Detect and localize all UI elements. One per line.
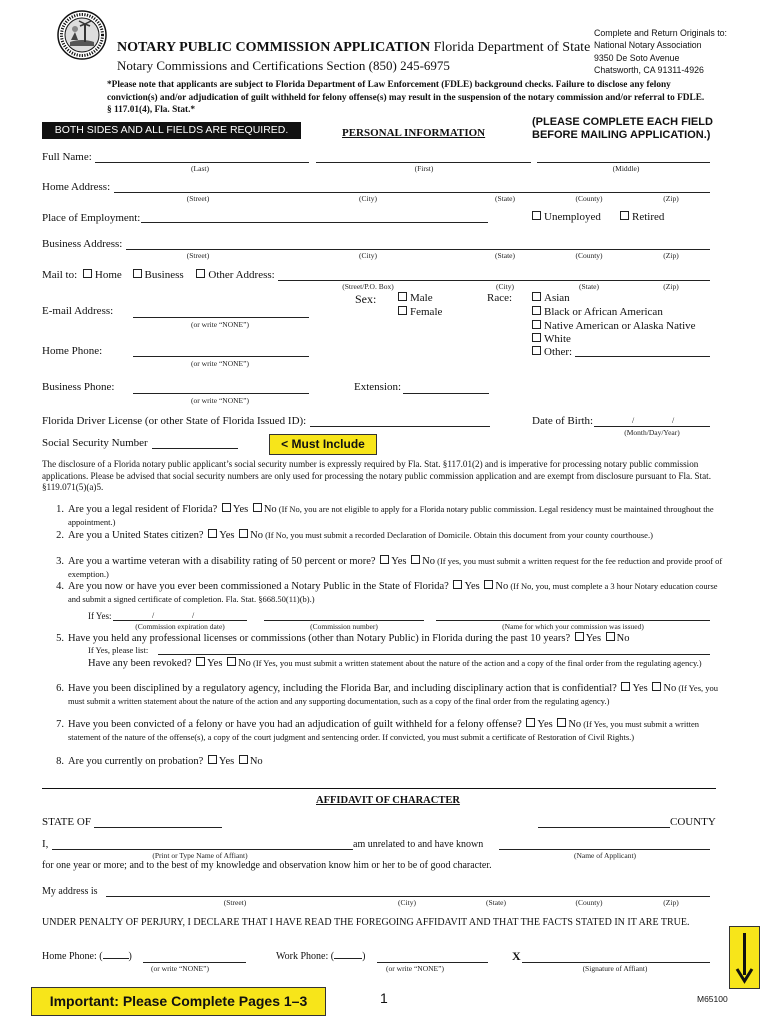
race-other-option[interactable] [532, 346, 572, 358]
perjury-statement: UNDER PENALTY OF PERJURY, I DECLARE THAT I HAVE READ THE FOREGOING AFFIDAVIT AND THAT THE FACTS STATED IN IT ARE TRUE. [42, 917, 690, 928]
paren-close: ) [128, 951, 132, 962]
yes-label: Yes [391, 556, 407, 567]
county-field[interactable] [538, 827, 670, 828]
cap-none: (or write “NONE”) [386, 964, 444, 973]
signature-field[interactable] [522, 962, 710, 963]
no-label: No [495, 581, 509, 592]
cap-affiant-name: (Print or Type Name of Affiant) [152, 851, 248, 860]
race-white-option[interactable] [532, 333, 571, 345]
cap-none: (or write “NONE”) [191, 320, 249, 329]
paren-close: ) [362, 951, 366, 962]
affidavit-divider [42, 788, 716, 789]
cap-commission-name: (Name for which your commission was issued) [502, 622, 644, 631]
yes-checkbox[interactable] [196, 657, 205, 666]
dl-label: Florida Driver License (or other State of Florida Issued ID): [42, 415, 307, 427]
state-of-field[interactable] [94, 827, 222, 828]
q5-licenses-field[interactable] [158, 654, 710, 655]
down-arrow-box [729, 926, 760, 989]
question-instruction: (If Yes, you must submit a written statement about the nature of the action and a copy of the final order from the regulating agency.) [250, 658, 702, 668]
race-asian-label: Asian [544, 292, 570, 304]
checkbox-icon[interactable] [196, 269, 205, 278]
mail-to-label: Mail to: [42, 269, 78, 281]
yes-checkbox[interactable] [380, 555, 389, 564]
no-label: No [250, 530, 263, 541]
cap-street: (Street) [186, 251, 210, 260]
no-checkbox[interactable] [606, 632, 615, 641]
form-title [117, 40, 590, 56]
no-checkbox[interactable] [557, 718, 566, 727]
cap-first: (First) [414, 164, 434, 173]
race-black-option[interactable] [532, 306, 663, 318]
unemployed-option[interactable] [532, 211, 601, 223]
checkbox-icon[interactable] [532, 346, 541, 355]
cap-dob: (Month/Day/Year) [624, 428, 680, 437]
question-number: 6. [56, 683, 64, 694]
required-banner: BOTH SIDES AND ALL FIELDS ARE REQUIRED. [42, 122, 301, 139]
q4-commission-number-field[interactable] [264, 620, 424, 621]
race-black-label: Black or African American [544, 306, 663, 318]
q4-commission-name-field[interactable] [436, 620, 710, 621]
yes-label: Yes [219, 530, 235, 541]
checkbox-icon[interactable] [532, 211, 541, 220]
middle-name-field[interactable] [537, 162, 710, 163]
question-text: Are you currently on probation? [68, 756, 206, 767]
other-address-field[interactable] [278, 280, 710, 281]
affiant-home-phone-text: Home Phone: ( [42, 951, 103, 962]
ssn-label: Social Security Number [42, 437, 148, 449]
character-statement: for one year or more; and to the best of my knowledge and observation know him or her to be of good character. [42, 860, 492, 871]
cap-city: (City) [398, 898, 416, 907]
male-label: Male [410, 292, 433, 304]
question-text: Are you now or have you ever been commissioned a Notary Public in the State of Florida? [68, 581, 452, 592]
no-checkbox[interactable] [253, 503, 262, 512]
no-checkbox[interactable] [484, 580, 493, 589]
yes-checkbox[interactable] [621, 682, 630, 691]
cap-city: (City) [359, 251, 377, 260]
cap-street-po: (Street/P.O. Box) [342, 282, 394, 291]
checkbox-icon[interactable] [83, 269, 92, 278]
affiant-home-phone-label [42, 951, 132, 962]
must-include-badge: < Must Include [269, 434, 377, 455]
applicant-name-field[interactable] [499, 849, 710, 850]
dob-label: Date of Birth: [532, 415, 594, 427]
female-option[interactable] [398, 306, 442, 318]
employment-label: Place of Employment: [42, 212, 141, 224]
return-address-line: 9350 De Soto Avenue [594, 52, 680, 63]
q4-date-slash: / [192, 611, 195, 620]
question-number: 2. [56, 530, 64, 541]
home-phone-field[interactable] [133, 356, 309, 357]
mail-business-label: Business [144, 269, 184, 281]
question-text: Have any been revoked? [88, 658, 195, 669]
page-number: 1 [380, 990, 388, 1006]
checkbox-icon[interactable] [620, 211, 629, 220]
question-number: 4. [56, 581, 64, 592]
checkbox-icon[interactable] [398, 306, 407, 315]
dob-slash: / [672, 416, 675, 425]
return-address-line: Complete and Return Originals to: [594, 28, 727, 38]
question-number: 5. [56, 633, 64, 644]
dob-field[interactable] [594, 426, 710, 427]
question-text: Are you a wartime veteran with a disability rating of 50 percent or more? [68, 556, 379, 567]
cap-state: (State) [495, 251, 515, 260]
question-text: Are you a United States citizen? [68, 530, 207, 541]
employment-field[interactable] [141, 222, 488, 223]
my-address-label: My address is [42, 886, 98, 897]
complete-note-line: (PLEASE COMPLETE EACH FIELD [532, 116, 713, 128]
no-label: No [249, 756, 263, 767]
cap-zip: (Zip) [663, 898, 679, 907]
question-number: 1. [56, 504, 64, 515]
q4-if-yes-label: If Yes: [88, 611, 112, 621]
affiant-home-phone-field[interactable] [143, 962, 246, 963]
no-label: No [616, 633, 630, 644]
cap-applicant-name: (Name of Applicant) [573, 851, 637, 860]
cap-county: (County) [575, 194, 603, 203]
cap-county: (County) [575, 251, 603, 260]
yes-label: Yes [632, 683, 648, 694]
state-seal [57, 10, 107, 60]
cap-middle: (Middle) [612, 164, 640, 173]
q4-date-slash: / [152, 611, 155, 620]
full-name-label: Full Name: [42, 151, 92, 163]
yes-checkbox[interactable] [222, 503, 231, 512]
yes-label: Yes [464, 581, 480, 592]
no-checkbox[interactable] [239, 755, 248, 764]
extension-label: Extension: [354, 381, 402, 393]
cap-county: (County) [575, 898, 603, 907]
email-label: E-mail Address: [42, 305, 114, 317]
return-address-line: Chatsworth, CA 91311-4926 [594, 64, 704, 75]
cap-state: (State) [495, 194, 515, 203]
home-address-field[interactable] [114, 192, 710, 193]
checkbox-icon[interactable] [133, 269, 142, 278]
checkbox-icon[interactable] [398, 292, 407, 301]
cap-signature: (Signature of Affiant) [582, 964, 648, 973]
no-checkbox[interactable] [652, 682, 661, 691]
complete-note [532, 116, 713, 142]
affiant-name-field[interactable] [52, 849, 353, 850]
home-address-label: Home Address: [42, 181, 111, 193]
no-label: No [663, 683, 677, 694]
cap-street: (Street) [186, 194, 210, 203]
business-address-field[interactable] [126, 249, 710, 250]
seal-graphic [57, 10, 107, 60]
yes-checkbox[interactable] [526, 718, 535, 727]
cap-zip: (Zip) [663, 251, 679, 260]
race-other-label: Other: [544, 346, 573, 358]
yes-checkbox[interactable] [575, 632, 584, 641]
cap-last: (Last) [191, 164, 209, 173]
form-number: M65100 [697, 994, 728, 1004]
down-arrow-icon [730, 927, 759, 988]
affiant-work-phone-field[interactable] [377, 962, 488, 963]
affiant-address-field[interactable] [106, 896, 710, 897]
question-number: 3. [56, 556, 64, 567]
cap-city: (City) [359, 194, 377, 203]
home-phone-label: Home Phone: [42, 345, 103, 357]
ssn-disclosure: The disclosure of a Florida notary public applicant’s social security number is expressly required by Fla. Stat. §117.01(2) and is imperative for processing notary public commission applications. Please be advised that social security numbers are only used for processing the notary public commission application and are exempt from disclosure pursuant to Fla. Stat. §119.071(5)(a)5. [42, 459, 711, 493]
cap-zip: (Zip) [663, 194, 679, 203]
business-phone-field[interactable] [133, 393, 309, 394]
complete-note-line: BEFORE MAILING APPLICATION.) [532, 129, 711, 141]
yes-label: Yes [537, 719, 553, 730]
first-name-field[interactable] [316, 162, 531, 163]
sex-label: Sex: [355, 292, 377, 306]
dob-slash: / [632, 416, 635, 425]
cap-commission-expiration: (Commission expiration date) [135, 622, 225, 631]
question-text: Have you been disciplined by a regulatory agency, including the Florida Bar, and including disciplinary action that is confidential? [68, 683, 620, 694]
no-checkbox[interactable] [227, 657, 236, 666]
affiant-work-phone-text: Work Phone: ( [276, 951, 335, 962]
yes-label: Yes [218, 756, 235, 767]
cap-zip: (Zip) [663, 282, 679, 291]
yes-checkbox[interactable] [453, 580, 462, 589]
question-text: Have you held any professional licenses or commissions (other than Notary Public) in Florida during the past 10 years? [68, 633, 573, 644]
cap-commission-number: (Commission number) [310, 622, 378, 631]
state-of-label: STATE OF [42, 816, 91, 828]
question-text: Are you a legal resident of Florida? [68, 504, 220, 515]
retired-option[interactable] [620, 211, 664, 223]
dl-field[interactable] [310, 426, 490, 427]
race-native-label: Native American or Alaska Native [544, 320, 696, 332]
fdle-notice: *Please note that applicants are subject to Florida Department of Law Enforcement (FDLE) background checks. Failure to disclose any felony conviction(s) and/or adjudication of guilt withheld for felony offense(s) may result in the suspension of the notary commission and/or referral to FDLE. § 117.01(4), Fla. Stat.* [107, 80, 705, 116]
checkbox-icon[interactable] [532, 320, 541, 329]
mail-home-label: Home [94, 269, 122, 281]
checkbox-icon[interactable] [532, 333, 541, 342]
affiant-i-label: I, [42, 838, 49, 850]
no-checkbox[interactable] [411, 555, 420, 564]
business-phone-label: Business Phone: [42, 381, 115, 393]
question-instruction: (If No, you, must complete a 3 hour Notary education course and submit a signed certificate of completion. Fla. Stat. §668.50(11)(b).) [68, 581, 718, 604]
unemployed-label: Unemployed [544, 211, 601, 223]
no-checkbox[interactable] [239, 529, 248, 538]
race-label: Race: [487, 292, 513, 304]
retired-label: Retired [632, 211, 665, 223]
q4-expiration-field[interactable] [113, 620, 247, 621]
race-other-field[interactable] [575, 356, 710, 357]
yes-checkbox[interactable] [208, 529, 217, 538]
signature-x: X [512, 949, 521, 963]
last-name-field[interactable] [95, 162, 309, 163]
cap-none: (or write “NONE”) [191, 396, 249, 405]
yes-checkbox[interactable] [208, 755, 217, 764]
cap-state: (State) [486, 898, 506, 907]
q5-if-yes-label: If Yes, please list: [88, 645, 149, 655]
return-address [594, 27, 727, 76]
form-subtitle: Notary Commissions and Certifications Section (850) 245-6975 [117, 58, 450, 73]
affiant-work-phone-label [276, 951, 365, 962]
question-instruction: (If No, you must submit a recorded Declaration of Domicile. Obtain this document from your county courthouse.) [262, 530, 653, 540]
male-option[interactable] [398, 292, 433, 304]
section-personal-title: PERSONAL INFORMATION [342, 127, 486, 139]
race-white-label: White [544, 333, 571, 345]
form-title-rest: Florida Department of State [430, 40, 591, 55]
no-label: No [422, 556, 435, 567]
extension-field[interactable] [403, 393, 489, 394]
question-instruction: (If Yes, you must submit a written statement about the nature of the action and any supporting documentation, such as a copy of the final order from the regulating agency.) [68, 683, 718, 706]
email-field[interactable] [133, 317, 309, 318]
race-asian-option[interactable] [532, 292, 570, 304]
female-label: Female [410, 306, 443, 318]
yes-label: Yes [207, 658, 223, 669]
yes-label: Yes [232, 504, 249, 515]
checkbox-icon[interactable] [532, 306, 541, 315]
no-label: No [238, 658, 251, 669]
question-instruction: (If Yes, you must submit a written statement of the nature of the offense(s), a copy of the court judgment and sentencing order. If convicted, you must submit a certificate of Restoration of Civil Rights.) [68, 719, 699, 742]
no-label: No [263, 504, 277, 515]
county-label: COUNTY [670, 816, 716, 828]
cap-none: (or write “NONE”) [151, 964, 209, 973]
question-text: Have you been convicted of a felony or have you had an adjudication of guilt withheld for a felony offense? [68, 719, 525, 730]
ssn-field[interactable] [152, 448, 238, 449]
return-address-line: National Notary Association [594, 40, 702, 51]
race-native-option[interactable] [532, 320, 696, 332]
affidavit-title: AFFIDAVIT OF CHARACTER [316, 795, 460, 806]
important-banner: Important: Please Complete Pages 1–3 [31, 987, 326, 1016]
mail-other-label: Other Address: [208, 269, 275, 281]
business-address-label: Business Address: [42, 238, 123, 250]
question-instruction: (If No, you are not eligible to apply for a Florida notary public commission. Legal residency must be maintained throughout the appointment.) [68, 504, 714, 527]
checkbox-icon[interactable] [532, 292, 541, 301]
question-number: 7. [56, 719, 64, 730]
yes-label: Yes [585, 633, 602, 644]
no-label: No [568, 719, 582, 730]
question-number: 8. [56, 756, 64, 767]
cap-state: (State) [579, 282, 599, 291]
cap-city: (City) [496, 282, 514, 291]
cap-none: (or write “NONE”) [191, 359, 249, 368]
question-instruction: (If yes, you must submit a written request for the fee reduction and provide proof of exemption.) [68, 556, 723, 579]
mail-to-row [42, 269, 275, 281]
form-title-bold: NOTARY PUBLIC COMMISSION APPLICATION [117, 40, 431, 55]
cap-street: (Street) [223, 898, 247, 907]
unrelated-text: am unrelated to and have known [353, 839, 484, 850]
